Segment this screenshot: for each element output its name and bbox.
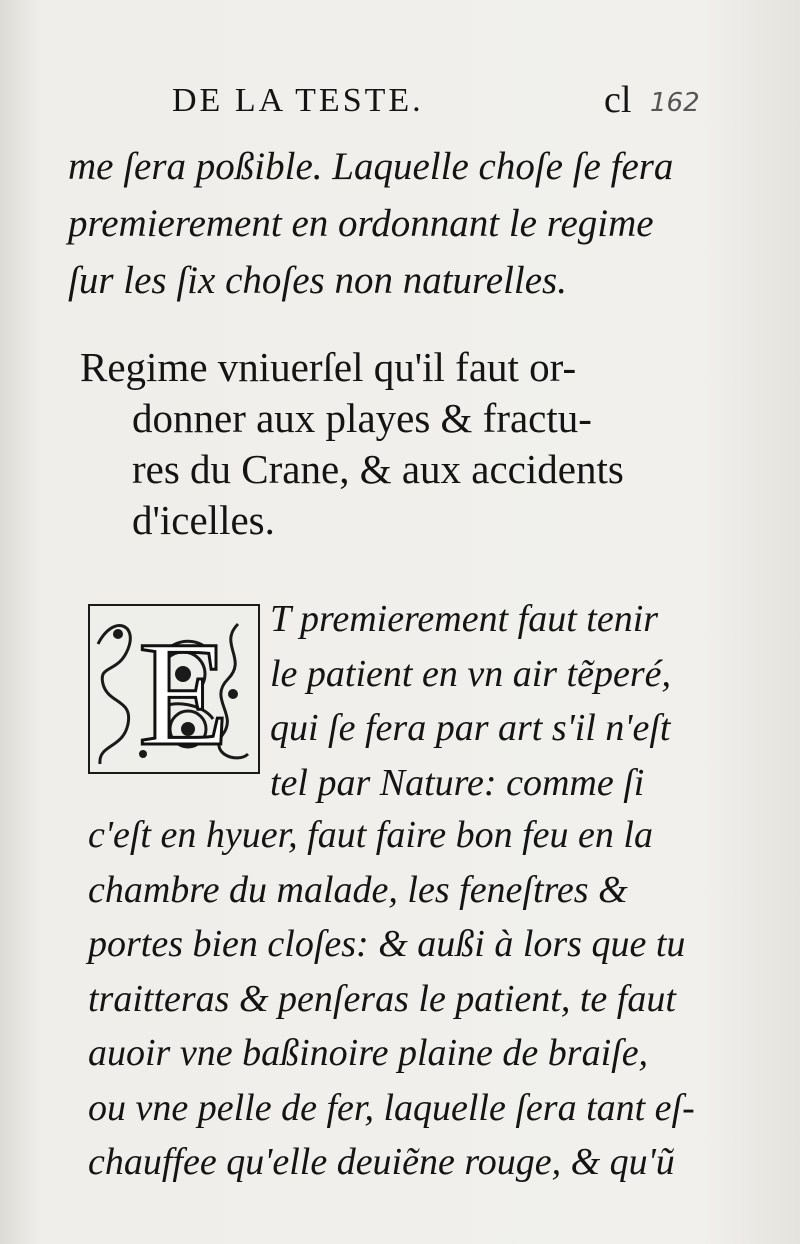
heading-line: d'icelles. <box>132 497 275 543</box>
heading-line: Regime vniuerſel qu'il faut or- <box>80 344 577 390</box>
body-paragraph <box>88 808 695 1190</box>
initial-letter: E <box>138 611 230 774</box>
text-line: auoir vne baßinoire plaine de braiſe, <box>88 1032 649 1074</box>
text-line: le patient en vn air tẽperé, <box>270 652 671 695</box>
text-line: ſur les ſix choſes non naturelles. <box>68 259 567 302</box>
text-line: portes bien cloſes: & außi à lors que tu <box>88 923 686 965</box>
heading-line: donner aux playes & fractu- <box>132 395 592 441</box>
decorated-initial <box>88 604 260 774</box>
folio-number: cl <box>604 79 632 121</box>
text-line: traitteras & penſeras le patient, te faut <box>88 977 676 1020</box>
floral-initial-image <box>88 604 260 774</box>
text-line: T premierement faut tenir <box>270 598 659 640</box>
heading-line: res du Crane, & aux accidents <box>132 446 624 492</box>
text-line: me ſera poßible. Laquelle choſe ſe fera <box>68 145 674 188</box>
text-line: chambre du malade, les feneſtres & <box>88 868 628 911</box>
page-header <box>172 79 732 132</box>
section-heading <box>80 342 700 546</box>
text-line: tel par Nature: comme ſi <box>270 761 645 804</box>
body-beside-initial <box>270 592 710 810</box>
intro-paragraph <box>68 138 688 309</box>
text-line: ou vne pelle de fer, laquelle ſera tant eſ- <box>88 1086 695 1129</box>
running-title: DE LA TESTE. <box>172 82 424 119</box>
text-line: premierement en ordonnant le regime <box>68 202 654 245</box>
text-line: chauffee qu'elle deuiẽne rouge, & qu'ũ <box>88 1141 675 1183</box>
pencil-page-number: 162 <box>650 88 700 118</box>
text-line: qui ſe fera par art s'il n'eſt <box>270 707 671 749</box>
text-line: c'eſt en hyuer, faut faire bon feu en la <box>88 814 653 856</box>
